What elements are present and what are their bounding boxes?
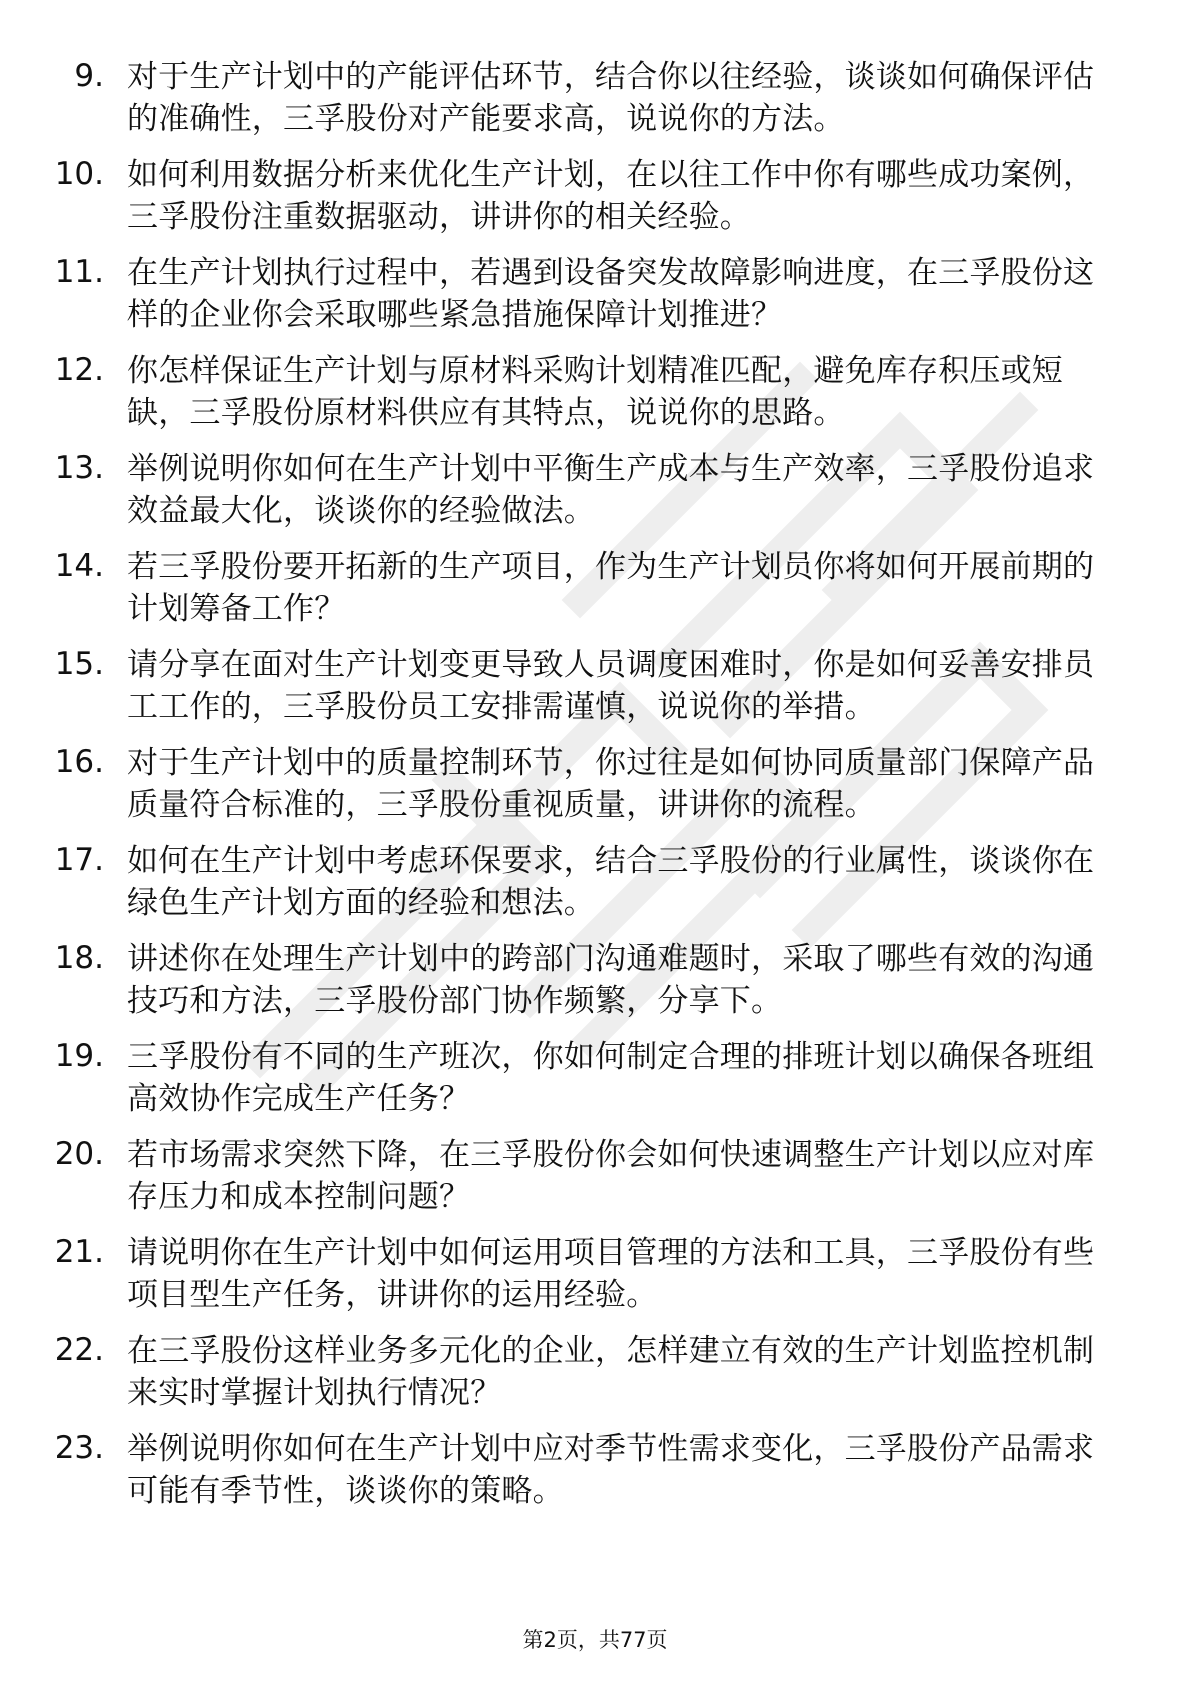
item-text: 三孚股份有不同的生产班次，你如何制定合理的排班计划以确保各班组高效协作完成生产任务？ [127, 1039, 1095, 1117]
list-item [0, 934, 1190, 1032]
list-item [0, 444, 1190, 542]
item-text: 你怎样保证生产计划与原材料采购计划精准匹配，避免库存积压或短缺，三孚股份原材料供应有其特点，说说你的思路。 [127, 353, 1063, 431]
list-item [0, 150, 1190, 248]
list-item [0, 542, 1190, 640]
item-text: 对于生产计划中的产能评估环节，结合你以往经验，谈谈如何确保评估的准确性，三孚股份对产能要求高，说说你的方法。 [127, 59, 1095, 137]
item-number: 17. [54, 842, 104, 878]
item-number: 13. [54, 450, 104, 486]
list-item [0, 1228, 1190, 1326]
item-text: 请说明你在生产计划中如何运用项目管理的方法和工具，三孚股份有些项目型生产任务，讲讲你的运用经验。 [127, 1235, 1095, 1313]
item-text: 在三孚股份这样业务多元化的企业，怎样建立有效的生产计划监控机制来实时掌握计划执行情况？ [127, 1333, 1095, 1411]
item-number: 20. [54, 1136, 104, 1172]
item-number: 12. [54, 352, 104, 388]
page-number: 第2页，共77页 [522, 1628, 668, 1652]
item-text: 对于生产计划中的质量控制环节，你过往是如何协同质量部门保障产品质量符合标准的，三孚股份重视质量，讲讲你的流程。 [127, 745, 1095, 823]
item-text: 若三孚股份要开拓新的生产项目，作为生产计划员你将如何开展前期的计划筹备工作？ [127, 549, 1095, 627]
list-item [0, 248, 1190, 346]
list-item [0, 1130, 1190, 1228]
item-text: 在生产计划执行过程中，若遇到设备突发故障影响进度，在三孚股份这样的企业你会采取哪些紧急措施保障计划推进？ [127, 255, 1095, 333]
list-item [0, 836, 1190, 934]
list-item [0, 346, 1190, 444]
question-list [0, 52, 1190, 1522]
item-text: 如何利用数据分析来优化生产计划，在以往工作中你有哪些成功案例，三孚股份注重数据驱动，讲讲你的相关经验。 [127, 157, 1095, 235]
item-number: 18. [54, 940, 104, 976]
list-item [0, 1032, 1190, 1130]
item-text: 请分享在面对生产计划变更导致人员调度困难时，你是如何妥善安排员工工作的，三孚股份员工安排需谨慎，说说你的举措。 [127, 647, 1095, 725]
item-number: 16. [54, 744, 104, 780]
item-text: 若市场需求突然下降，在三孚股份你会如何快速调整生产计划以应对库存压力和成本控制问题？ [127, 1137, 1095, 1215]
item-text: 如何在生产计划中考虑环保要求，结合三孚股份的行业属性，谈谈你在绿色生产计划方面的经验和想法。 [127, 843, 1095, 921]
item-text: 讲述你在处理生产计划中的跨部门沟通难题时，采取了哪些有效的沟通技巧和方法，三孚股份部门协作频繁，分享下。 [127, 941, 1095, 1019]
item-number: 14. [54, 548, 104, 584]
item-number: 19. [54, 1038, 104, 1074]
item-number: 10. [54, 156, 104, 192]
item-number: 22. [54, 1332, 104, 1368]
item-text: 举例说明你如何在生产计划中应对季节性需求变化，三孚股份产品需求可能有季节性，谈谈你的策略。 [127, 1431, 1095, 1509]
item-number: 15. [54, 646, 104, 682]
item-number: 11. [54, 254, 104, 290]
item-number: 21. [54, 1234, 104, 1270]
item-number: 23. [54, 1430, 104, 1466]
list-item [0, 52, 1190, 150]
item-text: 举例说明你如何在生产计划中平衡生产成本与生产效率，三孚股份追求效益最大化，谈谈你的经验做法。 [127, 451, 1095, 529]
list-item [0, 1424, 1190, 1522]
list-item [0, 640, 1190, 738]
item-number: 9. [74, 58, 104, 94]
list-item [0, 1326, 1190, 1424]
list-item [0, 738, 1190, 836]
